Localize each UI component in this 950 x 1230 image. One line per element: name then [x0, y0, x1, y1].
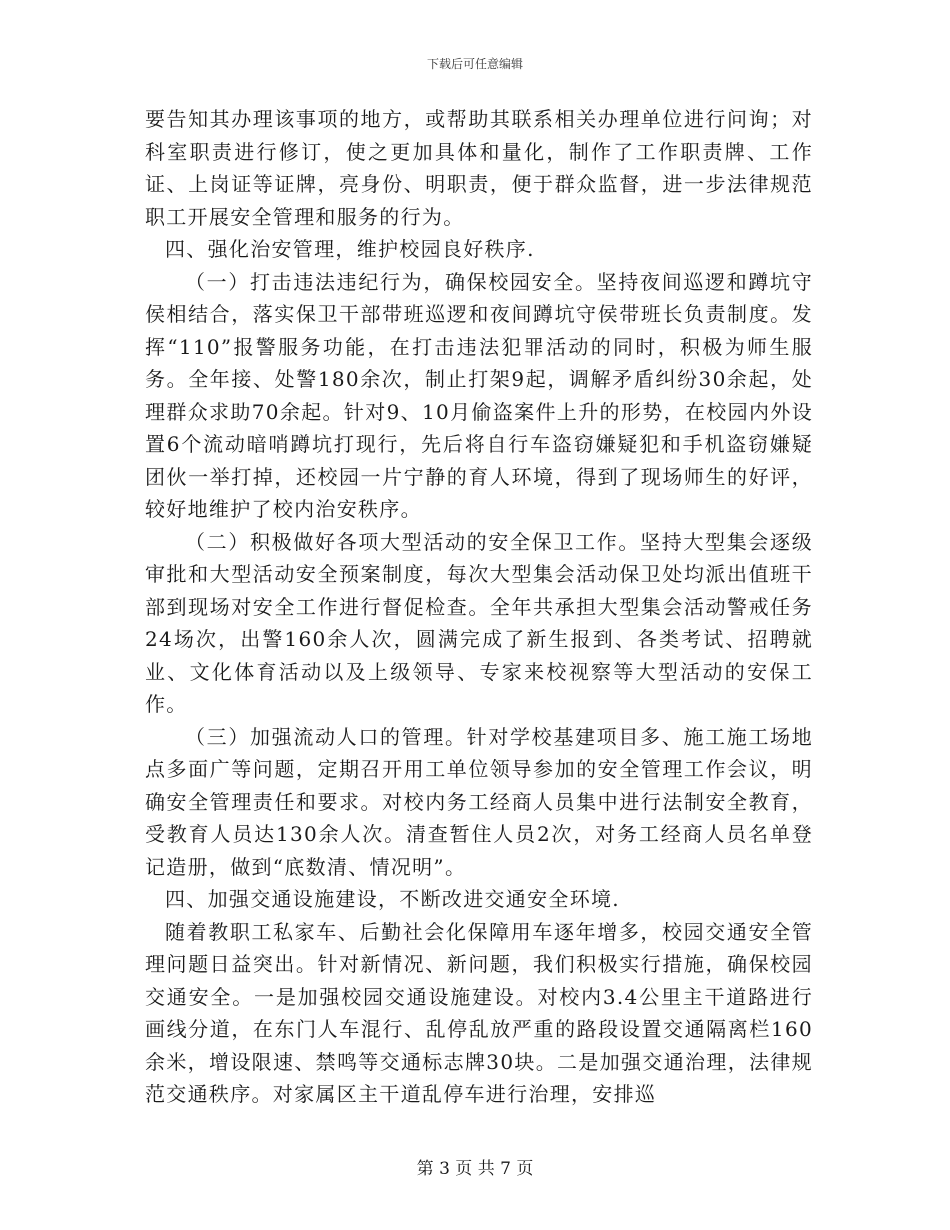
- paragraph-crackdown-violations: （一）打击违法违纪行为，确保校园安全。坚持夜间巡逻和蹲坑守侯相结合，落实保卫干部带班巡逻和夜间蹲坑守侯带班长负责制度。发挥“110”报警服务功能，在打击违法犯罪活动的同时，积极为师生服务。全年接、处警180余次，制止打架9起，调解矛盾纠纷30余起，处理群众求助70余起。针对9、10月偷盗案件上升的形势，在校园内外设置6个流动暗哨蹲坑打现行，先后将自行车盗窃嫌疑犯和手机盗窃嫌疑团伙一举打掉，还校园一片宁静的育人环境，得到了现场师生的好评，较好地维护了校内治安秩序。: [145, 269, 813, 521]
- document-body: [145, 103, 813, 1111]
- section-heading-traffic-facilities: 四、加强交通设施建设，不断改进交通安全环境.: [165, 887, 620, 911]
- paragraph-floating-population: （三）加强流动人口的管理。针对学校基建项目多、施工施工场地点多面广等问题，定期召开用工单位领导参加的安全管理工作会议，明确安全管理责任和要求。对校内务工经商人员集中进行法制安全教育，受教育人员达130余人次。清查暂住人员2次，对务工经商人员名单登记造册，做到“底数清、情况明”。: [145, 724, 813, 879]
- page-number: 第 3 页 共 7 页: [416, 1159, 534, 1179]
- section-heading-public-security: 四、强化治安管理，维护校园良好秩序.: [165, 237, 535, 261]
- paragraph-large-events-security: （二）积极做好各项大型活动的安全保卫工作。坚持大型集会逐级审批和大型活动安全预案制度，每次大型集会活动保卫处均派出值班干部到现场对安全工作进行督促检查。全年共承担大型集会活动警戒任务24场次，出警160余人次，圆满完成了新生报到、各类考试、招聘就业、文化体育活动以及上级领导、专家来校视察等大型活动的安保工作。: [145, 529, 813, 716]
- paragraph-traffic-safety: 随着教职工私家车、后勤社会化保障用车逐年增多，校园交通安全管理问题日益突出。针对新情况、新问题，我们积极实行措施，确保校园交通安全。一是加强校园交通设施建设。对校内3.4公里主干道路进行画线分道，在东门人车混行、乱停乱放严重的路段设置交通隔离栏160余米，增设限速、禁鸣等交通标志牌30块。二是加强交通治理，法律规范交通秩序。对家属区主干道乱停车进行治理，安排巡: [145, 919, 813, 1106]
- page-header-note: 下载后可任意编辑: [426, 57, 523, 71]
- paragraph-continuation: 要告知其办理该事项的地方，或帮助其联系相关办理单位进行问询；对科室职责进行修订，使之更加具体和量化，制作了工作职责牌、工作证、上岗证等证牌，亮身份、明职责，便于群众监督，进一步法律规范职工开展安全管理和服务的行为。: [145, 107, 813, 229]
